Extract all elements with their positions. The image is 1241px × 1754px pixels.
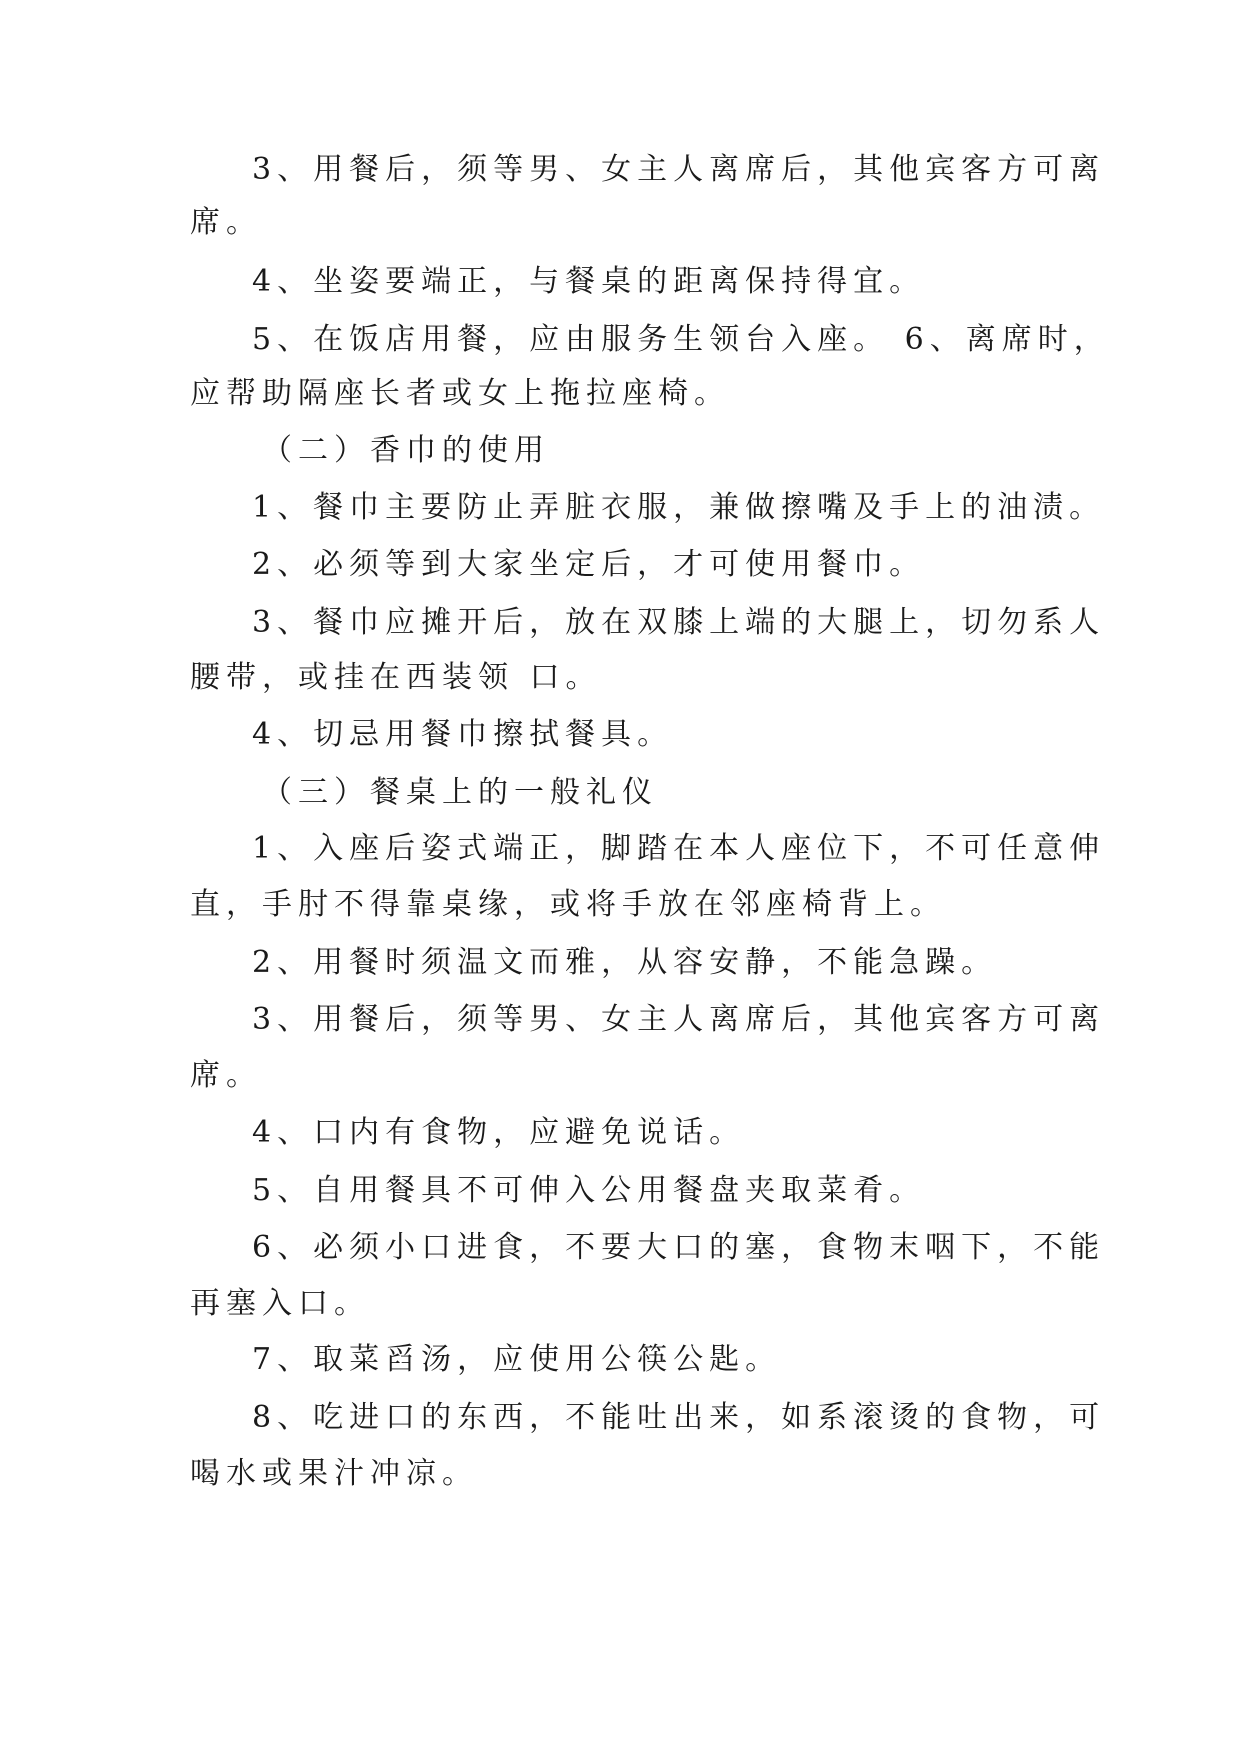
paragraph-line: 5、自用餐具不可伸入公用餐盘夹取菜肴。 (252, 1173, 926, 1208)
section-heading: （二）香巾的使用 (262, 433, 550, 468)
paragraph-line: 5、在饭店用餐，应由服务生领台入座。 6、离席时， (252, 322, 1110, 357)
section-heading: （三）餐桌上的一般礼仪 (262, 775, 658, 810)
paragraph-line: 1、入座后姿式端正，脚踏在本人座位下，不可任意伸 (252, 831, 1106, 866)
paragraph-line: 2、用餐时须温文而雅，从容安静，不能急躁。 (252, 945, 998, 980)
paragraph-line: 腰带，或挂在西装领 口。 (190, 660, 602, 695)
paragraph-line: 3、用餐后，须等男、女主人离席后，其他宾客方可离 (252, 1002, 1106, 1037)
paragraph-line: 应帮助隔座长者或女上拖拉座椅。 (190, 376, 730, 411)
paragraph-line: 席。 (190, 1058, 262, 1093)
paragraph-line: 8、吃进口的东西，不能吐出来，如系滚烫的食物，可 (252, 1400, 1106, 1435)
paragraph-line: 3、用餐后，须等男、女主人离席后，其他宾客方可离 (252, 152, 1106, 187)
paragraph-line: 席。 (190, 205, 262, 240)
paragraph-line: 直，手肘不得靠桌缘，或将手放在邻座椅背上。 (190, 887, 946, 922)
paragraph-line: 4、口内有食物，应避免说话。 (252, 1115, 746, 1150)
paragraph-line: 2、必须等到大家坐定后，才可使用餐巾。 (252, 547, 926, 582)
paragraph-line: 4、坐姿要端正，与餐桌的距离保持得宜。 (252, 264, 926, 299)
paragraph-line: 再塞入口。 (190, 1286, 370, 1321)
paragraph-line: 喝水或果汁冲凉。 (190, 1456, 478, 1491)
paragraph-line: 4、切忌用餐巾擦拭餐具。 (252, 717, 674, 752)
paragraph-line: 3、餐巾应摊开后，放在双膝上端的大腿上，切勿系人 (252, 605, 1106, 640)
paragraph-line: 6、必须小口进食，不要大口的塞，食物末咽下，不能 (252, 1230, 1106, 1265)
paragraph-line: 1、餐巾主要防止弄脏衣服，兼做擦嘴及手上的油渍。 (252, 490, 1106, 525)
paragraph-line: 7、取菜舀汤，应使用公筷公匙。 (252, 1342, 782, 1377)
